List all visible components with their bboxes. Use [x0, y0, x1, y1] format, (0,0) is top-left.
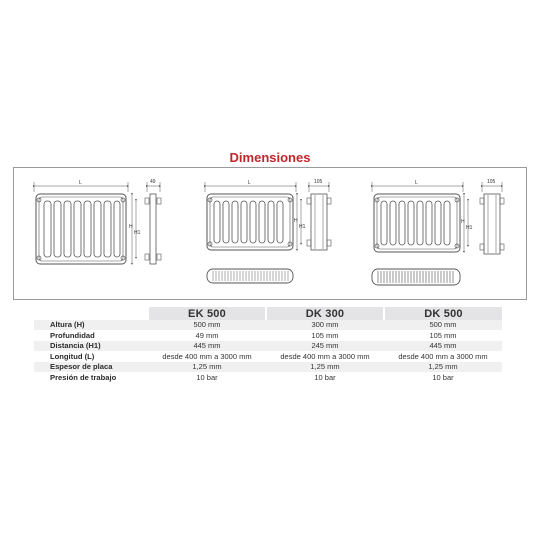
- table-cell: 10 bar: [384, 372, 502, 383]
- table-cell: 500 mm: [384, 320, 502, 330]
- table-cell: 445 mm: [148, 341, 266, 352]
- table-row: [34, 341, 502, 352]
- page-title: Dimensiones: [229, 150, 311, 165]
- table-cell: desde 400 mm a 3000 mm: [384, 351, 502, 362]
- table-cell: 500 mm: [148, 320, 266, 330]
- dk300-h-label: H: [294, 218, 298, 224]
- diagram-ek500: [34, 179, 161, 264]
- table-cell: 49 mm: [148, 330, 266, 341]
- table-row: [34, 362, 502, 373]
- dimensions-diagrams: [14, 168, 528, 301]
- table-cell: 300 mm: [266, 320, 384, 330]
- ek500-h1-label: H1: [134, 230, 141, 236]
- header-blank: [34, 307, 148, 320]
- dk500-h-label: H: [461, 219, 465, 225]
- table-cell: desde 400 mm a 3000 mm: [148, 351, 266, 362]
- table-row: [34, 330, 502, 341]
- table-cell: 105 mm: [266, 330, 384, 341]
- dk500-l-label: L: [415, 180, 418, 186]
- header-ek500: EK 500: [148, 307, 266, 320]
- table-cell: 10 bar: [266, 372, 384, 383]
- ek500-h-label: H: [129, 224, 133, 230]
- table-cell: 445 mm: [384, 341, 502, 352]
- table-cell: 245 mm: [266, 341, 384, 352]
- row-label: Profundidad: [34, 330, 148, 341]
- table-cell: 10 bar: [148, 372, 266, 383]
- row-label: Longitud (L): [34, 351, 148, 362]
- dk300-l-label: L: [248, 180, 251, 186]
- table-row: [34, 351, 502, 362]
- dimensions-diagram-frame: [13, 167, 527, 300]
- header-dk500: DK 500: [384, 307, 502, 320]
- ek500-l-label: L: [79, 180, 82, 186]
- diagram-dk500: [372, 179, 504, 285]
- row-label: Espesor de placa: [34, 362, 148, 373]
- diagram-dk300: [205, 179, 331, 283]
- dk500-depth-label: 105: [487, 179, 496, 185]
- table-cell: desde 400 mm a 3000 mm: [266, 351, 384, 362]
- table-cell: 105 mm: [384, 330, 502, 341]
- dk500-h1-label: H1: [466, 225, 473, 231]
- row-label: Distancia (H1): [34, 341, 148, 352]
- table-row: [34, 372, 502, 383]
- header-dk300: DK 300: [266, 307, 384, 320]
- row-label: Presión de trabajo: [34, 372, 148, 383]
- ek500-depth-label: 49: [150, 179, 156, 185]
- dk300-h1-label: H1: [299, 224, 306, 230]
- table-cell: 1,25 mm: [148, 362, 266, 373]
- row-label: Altura (H): [34, 320, 148, 330]
- table-header-row: [34, 307, 502, 320]
- table-cell: 1,25 mm: [384, 362, 502, 373]
- table-row: [34, 320, 502, 330]
- dk300-depth-label: 105: [314, 179, 323, 185]
- table-cell: 1,25 mm: [266, 362, 384, 373]
- specifications-table: [34, 307, 502, 384]
